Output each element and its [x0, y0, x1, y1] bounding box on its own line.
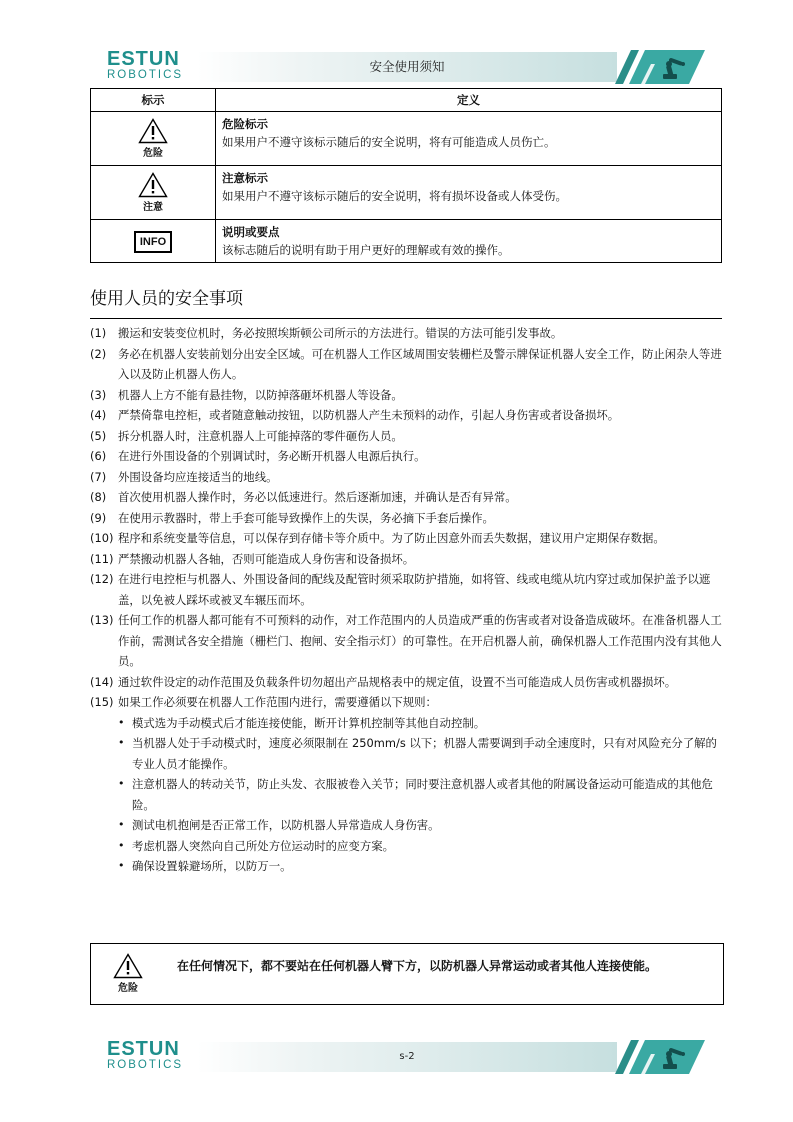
warning-triangle-icon [138, 118, 168, 144]
bullet-text: 模式选为手动模式后才能连接使能，断开计算机控制等其他自动控制。 [132, 715, 486, 730]
item-text: 严禁搬动机器人各轴，否则可能造成人身伤害和设备损坏。 [118, 551, 415, 566]
item-text: 任何工作的机器人都可能有不可预料的动作，对工作范围内的人员造成严重的伤害或者对设备造成破坏。在准备机器人工作前，需测试各安全措施（栅栏门、抱闸、安全指示灯）的可靠性。在开启机器人前，确保机器人工作范围内没有其他人员。 [118, 613, 722, 668]
item-number: (3) [90, 387, 107, 402]
bullet-item [118, 733, 724, 774]
logo-text: ESTUN [107, 48, 180, 70]
bullet-item [118, 774, 724, 815]
item-number: (13) [90, 613, 114, 627]
item-number: (9) [90, 510, 107, 525]
bullet-list [118, 713, 724, 877]
bullet-item [118, 815, 724, 836]
symbol-cell [91, 220, 216, 263]
item-number: (15) [90, 695, 114, 709]
page-header [105, 50, 705, 84]
bullet-text: 测试电机抱闸是否正常工作，以防机器人异常造成人身伤害。 [132, 818, 440, 832]
definition-text: 该标志随后的说明有助于用户更好的理解或有效的操作。 [222, 243, 510, 257]
symbol-label: 注意 [143, 201, 163, 213]
bullet-icon: • [118, 859, 125, 872]
bullet-icon: • [118, 838, 125, 852]
list-item [90, 446, 724, 467]
danger-label: 危险 [118, 983, 138, 994]
item-text: 通过软件设定的动作范围及负载条件切勿超出产品规格表中的规定值，设置不当可能造成人员伤害或机器损坏。 [118, 674, 677, 689]
definition-cell [216, 112, 722, 166]
item-text: 严禁倚靠电控柜，或者随意触动按钮，以防机器人产生未预料的动作，引起人身伤害或者设备损坏。 [118, 408, 620, 422]
col-header-definition: 定义 [216, 89, 722, 112]
item-number: (5) [90, 428, 107, 443]
list-item [90, 610, 724, 672]
bullet-item [118, 836, 724, 857]
bullet-text: 确保设置躲避场所，以防万一。 [132, 859, 292, 873]
item-text: 程序和系统变量等信息，可以保存到存储卡等介质中。为了防止因意外而丢失数据，建议用户定期保存数据。 [118, 531, 665, 545]
bullet-text: 注意机器人的转动关节，防止头发、衣服被卷入关节；同时要注意机器人或者其他的附属设备运动可能造成的其他危险。 [132, 777, 713, 812]
section-heading: 使用人员的安全事项 [90, 289, 243, 309]
item-body [118, 692, 724, 877]
section-divider [90, 318, 722, 319]
definition-text: 如果用户不遵守该标示随后的安全说明，将有可能造成人员伤亡。 [222, 135, 556, 149]
list-item [90, 405, 724, 426]
definition-title: 注意标示 [222, 171, 268, 185]
bullet-icon: • [118, 715, 125, 729]
item-text: 首次使用机器人操作时，务必以低速进行。然后逐渐加速，并确认是否有异常。 [118, 490, 517, 504]
page-number: s-2 [399, 1051, 415, 1062]
symbol-definition-table [90, 88, 722, 263]
item-text: 搬运和安装变位机时，务必按照埃斯顿公司所示的方法进行。错误的方法可能引发事故。 [118, 326, 563, 340]
list-item [90, 385, 724, 406]
item-number: (14) [90, 674, 114, 689]
list-item [90, 467, 724, 488]
item-text: 在进行外围设备的个别调试时，务必断开机器人电源后执行。 [118, 449, 426, 463]
definition-title: 说明或要点 [222, 225, 280, 239]
list-item [90, 569, 724, 610]
item-text: 外围设备均应连接适当的地线。 [118, 469, 278, 484]
robot-arm-badge-icon [611, 50, 705, 84]
item-number: (4) [90, 408, 107, 422]
item-number: (2) [90, 346, 107, 361]
robot-arm-badge-icon [611, 1040, 705, 1074]
item-text: 如果工作必须要在机器人工作范围内进行，需要遵循以下规则： [118, 695, 437, 709]
item-text: 在进行电控柜与机器人、外围设备间的配线及配管时须采取防护措施，如将管、线或电缆从坑内穿过或加保护盖予以遮盖，以免被人踩坏或被叉车辗压而坏。 [118, 572, 711, 607]
danger-text: 在任何情况下，都不要站在任何机器人臂下方，以防机器人异常运动或者其他人连接使能。 [177, 959, 658, 973]
item-text: 机器人上方不能有悬挂物，以防掉落砸坏机器人等设备。 [118, 387, 403, 402]
warning-triangle-icon [138, 172, 168, 198]
symbol-cell [91, 166, 216, 220]
page-title: 安全使用须知 [369, 59, 445, 74]
item-number: (7) [90, 469, 107, 484]
logo-subtext: ROBOTICS [107, 69, 184, 81]
bullet-text: 考虑机器人突然向自己所处方位运动时的应变方案。 [132, 838, 394, 853]
item-number: (11) [90, 551, 114, 566]
page-footer [105, 1040, 705, 1074]
item-number: (10) [90, 531, 114, 545]
item-text: 在使用示教器时，带上手套可能导致操作上的失误，务必摘下手套后操作。 [118, 510, 494, 525]
warning-triangle-icon [113, 953, 143, 979]
bullet-item [118, 856, 724, 877]
item-text: 拆分机器人时，注意机器人上可能掉落的零件砸伤人员。 [118, 428, 403, 443]
estun-logo [105, 50, 189, 84]
symbol-label: 危险 [143, 147, 163, 159]
col-header-symbol: 标示 [91, 89, 216, 112]
definition-text: 如果用户不遵守该标示随后的安全说明，将有损坏设备或人体受伤。 [222, 189, 567, 203]
bullet-icon: • [118, 818, 125, 831]
logo-text: ESTUN [107, 1038, 180, 1060]
list-item [90, 549, 724, 570]
footer-band [197, 1042, 617, 1072]
item-text: 务必在机器人安装前划分出安全区域。可在机器人工作区域周围安装栅栏及警示牌保证机器人安全工作，防止闲杂人等进入以及防止机器人伤人。 [118, 346, 722, 381]
definition-title: 危险标示 [222, 117, 268, 131]
bullet-icon: • [118, 736, 125, 749]
info-box-icon: INFO [134, 231, 172, 253]
item-number: (6) [90, 449, 107, 463]
item-number: (12) [90, 572, 114, 586]
table-row [91, 220, 722, 263]
table-row [91, 112, 722, 166]
safety-rules-list [90, 323, 724, 877]
list-item [90, 323, 724, 344]
danger-notice [90, 943, 724, 1005]
bullet-icon: • [118, 777, 125, 790]
list-item [90, 344, 724, 385]
table-row [91, 166, 722, 220]
list-item [90, 672, 724, 693]
list-item [90, 487, 724, 508]
danger-icon-group [109, 953, 147, 995]
definition-cell [216, 220, 722, 263]
logo-subtext: ROBOTICS [107, 1059, 184, 1071]
definition-cell [216, 166, 722, 220]
list-item [90, 508, 724, 529]
header-band [197, 52, 617, 82]
estun-logo [105, 1040, 189, 1074]
item-number: (1) [90, 326, 107, 340]
bullet-text: 当机器人处于手动模式时，速度必须限制在 250mm/s 以下；机器人需要调到手动全速度时，只有对风险充分了解的专业人员才能操作。 [132, 736, 717, 771]
list-item [90, 692, 724, 877]
list-item [90, 528, 724, 549]
symbol-cell [91, 112, 216, 166]
item-number: (8) [90, 490, 107, 504]
bullet-item [118, 713, 724, 734]
list-item [90, 426, 724, 447]
